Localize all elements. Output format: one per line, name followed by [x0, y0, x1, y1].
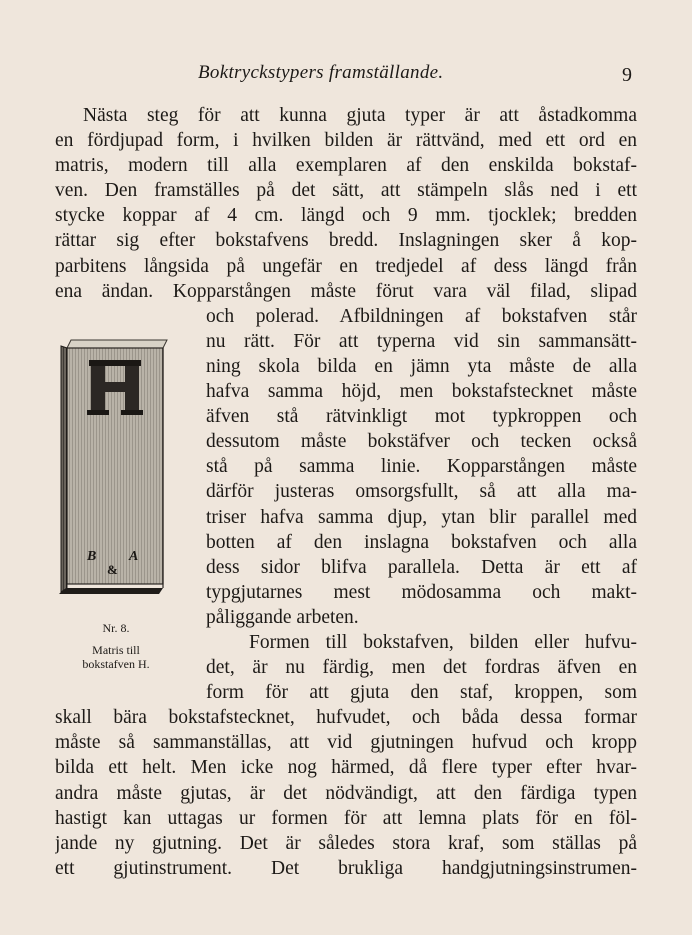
text-line: Nästa steg för att kunna gjuta typer är att åstadkomma	[83, 105, 637, 126]
text-line: det, är nu färdig, men det fordras äfven en	[206, 657, 637, 679]
page-header	[0, 62, 692, 88]
text-line: en fördjupad form, i hvilken bilden är rättvänd, med ett ord en	[55, 130, 637, 152]
text-line: därför justeras omsorgsfullt, så att alla ma-	[206, 481, 637, 503]
figure-number: Nr. 8.	[102, 621, 130, 635]
text-line: ena ändan. Kopparstången måste förut vara väl filad, slipad	[55, 280, 637, 302]
text-line: ning skola bilda en jämn yta måste de alla	[206, 355, 637, 377]
text-line: jande ny gjutning. Det är således stora kraf, som ställas på	[55, 832, 637, 854]
page-number: 9	[622, 64, 632, 86]
caption-line: bokstafven H.	[82, 657, 150, 671]
text-line: skall bära bokstafstecknet, hufvudet, och båda dessa formar	[55, 707, 637, 729]
text-line: ven. Den framställes på det sätt, att stämpeln slås ned i ett	[55, 180, 637, 202]
text-line: stå på samma linie. Kopparstången måste	[206, 456, 637, 478]
text-line: påliggande arbeten.	[206, 606, 359, 628]
text-line: botten af den inslagna bokstafven och alla	[206, 531, 637, 553]
text-line: dessutom måste bokstäfver och tecken också	[206, 431, 637, 453]
text-line: äfven stå rätvinkligt mot typkroppen och	[206, 406, 637, 428]
matrix-illustration	[57, 336, 169, 598]
figure-caption	[56, 621, 176, 671]
text-line: stycke koppar af 4 cm. längd och 9 mm. tjocklek; bredden	[55, 205, 637, 227]
caption-line: Matris till	[92, 643, 140, 657]
text-line: måste så sammanställas, att vid gjutningen hufvud och kropp	[55, 732, 637, 754]
text-line: Formen till bokstafven, bilden eller hufvu-	[249, 631, 637, 653]
text-line: och polerad. Afbildningen af bokstafven står	[206, 305, 637, 327]
text-line: bilda ett helt. Men icke nog härmed, då flere typer efter hvar-	[55, 757, 637, 779]
text-line: triser hafva samma djup, ytan blir parallel med	[206, 506, 637, 528]
text-line: parbitens långsida på ungefär en tredjedel af dess längd från	[55, 255, 637, 277]
text-line: matris, modern till alla exemplaren af den enskilda bokstaf-	[55, 155, 637, 177]
mark-ampersand: &	[107, 562, 118, 577]
text-line: rättar sig efter bokstafvens bredd. Inslagningen sker å kop-	[55, 230, 637, 252]
text-line: hafva samma höjd, men bokstafstecknet måste	[206, 381, 637, 403]
text-line: ett gjutinstrument. Det brukliga handgjutningsinstrumen-	[55, 857, 637, 879]
text-line: typgjutarnes mest mödosamma och makt-	[206, 581, 637, 603]
text-line: hastigt kan uttagas ur formen för att lemna plats för en föl-	[55, 807, 637, 829]
text-line: nu rätt. För att typerna vid sin sammansätt-	[206, 330, 637, 352]
running-title: Boktryckstypers framställande.	[198, 62, 444, 83]
mark-a: A	[129, 549, 139, 564]
text-line: dess sidor blifva parallela. Detta är ett af	[206, 556, 637, 578]
mark-b: B	[87, 549, 97, 564]
text-line: form för att gjuta den staf, kroppen, som	[206, 682, 637, 704]
copper-matrix-drawing	[57, 336, 169, 598]
text-line: andra måste gjutas, är det nödvändigt, att den färdiga typen	[55, 782, 637, 804]
